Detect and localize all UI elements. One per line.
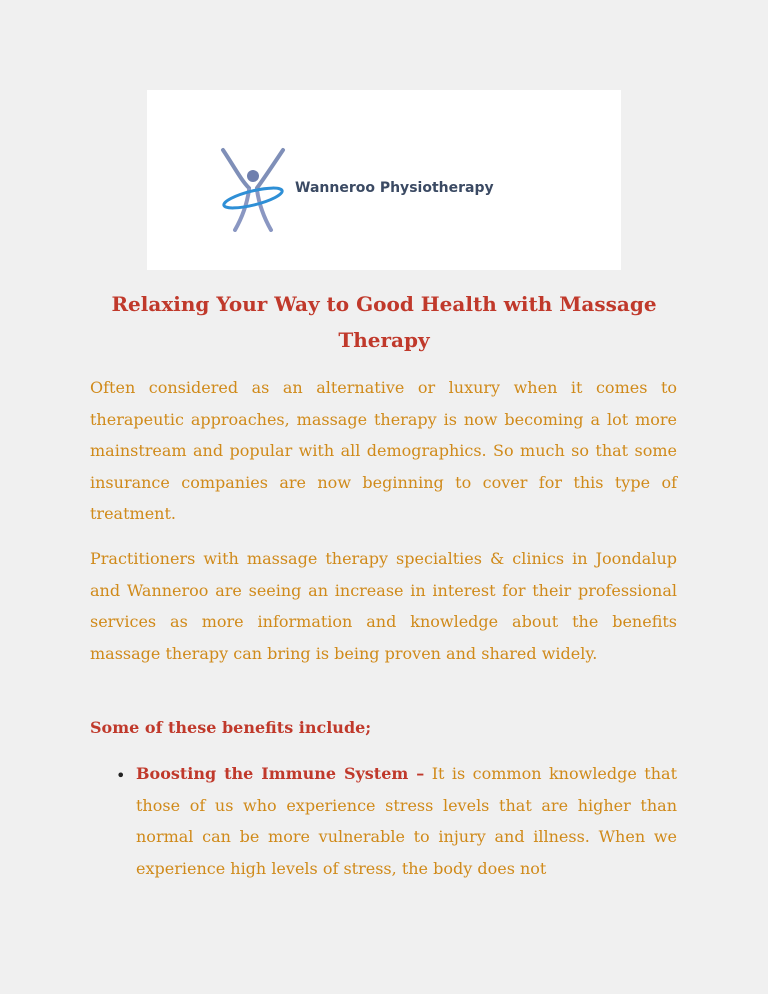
intro-paragraph: Often considered as an alternative or luxury when it comes to therapeutic approaches, massage therapy is now becoming a lot more mainstream and popular with all demographics. So much so that some insurance companies are now beginning to cover for this type of treatment.: [90, 378, 677, 523]
benefits-subheading: Some of these benefits include;: [90, 718, 372, 737]
logo-wordmark: Wanneroo Physiotherapy: [295, 180, 494, 196]
list-item-text: It is common knowledge that those of us who experience stress levels that are higher than normal can be more vulnerable to injury and illness. When we experience high levels of stress, the body does not: [136, 764, 678, 878]
bullet-icon: •: [116, 766, 126, 785]
list-item: [136, 758, 677, 884]
practitioners-paragraph: Practitioners with massage therapy specialties & clinics in Joondalup and Wanneroo are seeing an increase in interest for their professional services as more information and knowledge about the benefits massage therapy can bring is being proven and shared widely.: [90, 549, 677, 663]
page-title: Relaxing Your Way to Good Health with Massage Therapy: [111, 292, 657, 352]
list-item-lead: Boosting the Immune System –: [136, 764, 425, 783]
figure-swoosh-logo-icon: [217, 146, 289, 232]
logo-banner: [147, 90, 621, 270]
